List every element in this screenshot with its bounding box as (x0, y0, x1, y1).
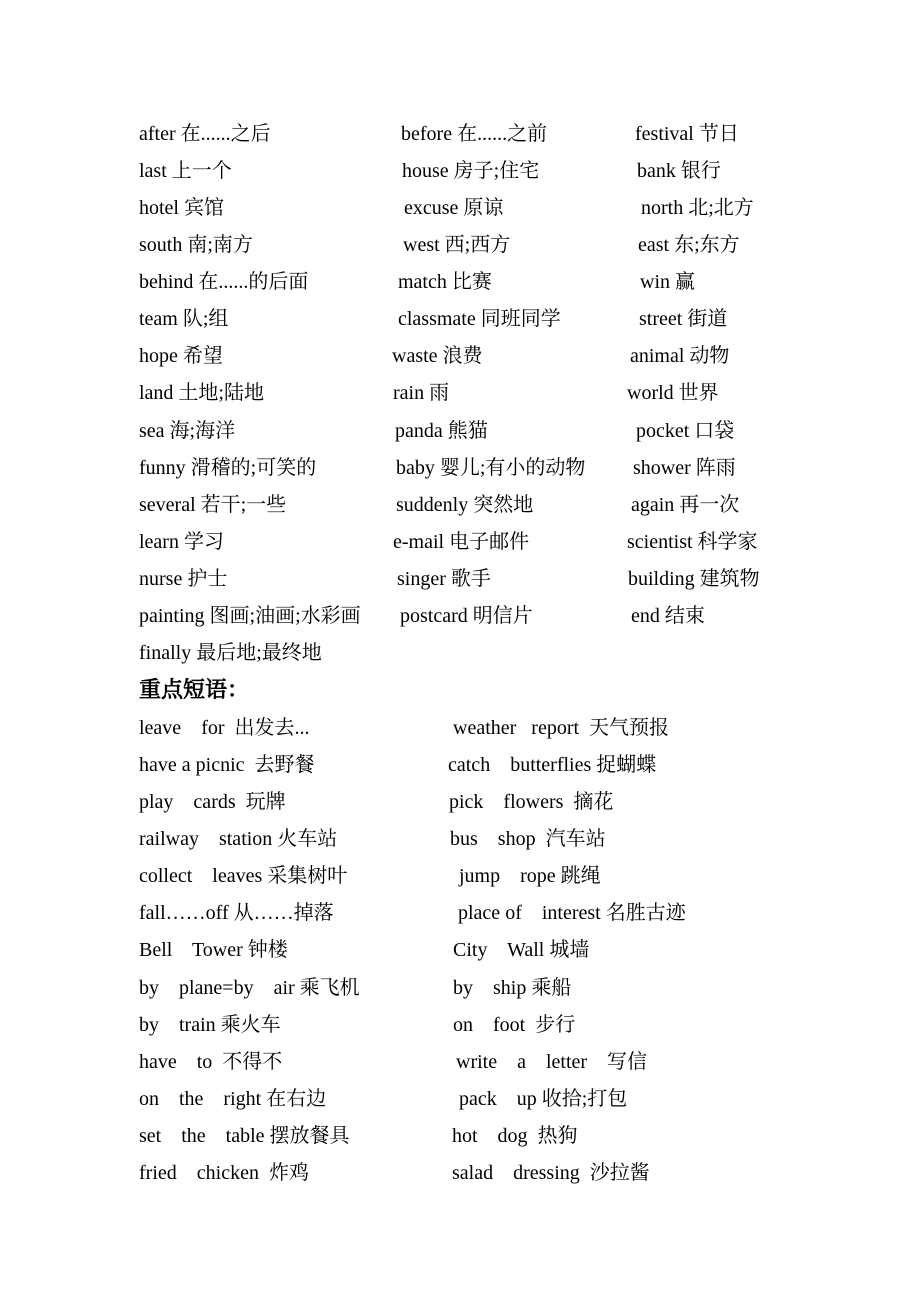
vocab-entry: singer 歌手 (397, 568, 491, 590)
phrase-entry: collect leaves 采集树叶 (139, 865, 348, 887)
vocab-entry: west 西;西方 (403, 234, 511, 256)
phrase-entry: Bell Tower 钟楼 (139, 939, 288, 961)
vocab-entry: finally 最后地;最终地 (139, 642, 322, 664)
phrase-entry: by plane=by air 乘飞机 (139, 977, 360, 999)
vocab-entry: match 比赛 (398, 271, 492, 293)
vocab-entry: festival 节日 (635, 123, 739, 145)
vocab-entry: win 赢 (640, 271, 695, 293)
phrase-entry: place of interest 名胜古迹 (458, 902, 686, 924)
phrase-entry: weather report 天气预报 (453, 717, 670, 739)
phrase-entry: fall……off 从……掉落 (139, 902, 334, 924)
vocab-entry: behind 在......的后面 (139, 271, 309, 293)
vocab-entry: north 北;北方 (641, 197, 754, 219)
vocab-entry: south 南;南方 (139, 234, 253, 256)
vocab-entry: funny 滑稽的;可笑的 (139, 457, 317, 479)
phrase-entry: on the right 在右边 (139, 1088, 327, 1110)
phrase-entry: on foot 步行 (453, 1014, 576, 1036)
vocab-entry: house 房子;住宅 (402, 160, 540, 182)
vocab-entry: after 在......之后 (139, 123, 271, 145)
vocab-entry: excuse 原谅 (404, 197, 504, 219)
vocab-entry: team 队;组 (139, 308, 229, 330)
phrase-entry: railway station 火车站 (139, 828, 338, 850)
phrase-entry: have to 不得不 (139, 1051, 283, 1073)
vocab-entry: learn 学习 (139, 531, 224, 553)
vocab-entry: e-mail 电子邮件 (393, 531, 530, 553)
vocab-entry: again 再一次 (631, 494, 740, 516)
vocab-entry: rain 雨 (393, 382, 450, 404)
phrase-entry: bus shop 汽车站 (450, 828, 606, 850)
phrase-entry: jump rope 跳绳 (459, 865, 601, 887)
vocab-entry: last 上一个 (139, 160, 232, 182)
phrase-entry: write a letter 写信 (456, 1051, 648, 1073)
vocab-entry: sea 海;海洋 (139, 420, 236, 442)
vocab-entry: scientist 科学家 (627, 531, 758, 553)
vocab-entry: bank 银行 (637, 160, 721, 182)
phrase-entry: salad dressing 沙拉酱 (452, 1162, 650, 1184)
vocab-entry: nurse 护士 (139, 568, 228, 590)
vocab-entry: several 若干;一些 (139, 494, 287, 516)
phrase-entry: by ship 乘船 (453, 977, 572, 999)
vocab-entry: painting 图画;油画;水彩画 (139, 605, 361, 627)
vocab-entry: waste 浪费 (392, 345, 483, 367)
phrase-entry: by train 乘火车 (139, 1014, 281, 1036)
vocab-entry: panda 熊猫 (395, 420, 488, 442)
phrase-entry: City Wall 城墙 (453, 939, 590, 961)
vocab-entry: baby 婴儿;有小的动物 (396, 457, 586, 479)
vocab-entry: building 建筑物 (628, 568, 760, 590)
vocab-entry: before 在......之前 (401, 123, 548, 145)
vocab-entry: postcard 明信片 (400, 605, 533, 627)
vocab-entry: east 东;东方 (638, 234, 740, 256)
vocab-entry: street 街道 (639, 308, 728, 330)
phrase-entry: pick flowers 摘花 (449, 791, 614, 813)
phrase-entry: play cards 玩牌 (139, 791, 286, 813)
phrase-entry: catch butterflies 捉蝴蝶 (448, 754, 657, 776)
phrase-entry: hot dog 热狗 (452, 1125, 578, 1147)
phrase-entry: set the table 摆放餐具 (139, 1125, 350, 1147)
phrase-entry: fried chicken 炸鸡 (139, 1162, 309, 1184)
vocab-entry: hope 希望 (139, 345, 223, 367)
vocab-entry: shower 阵雨 (633, 457, 736, 479)
vocab-entry: hotel 宾馆 (139, 197, 224, 219)
key-phrases-heading: 重点短语： (139, 678, 250, 703)
phrase-entry: pack up 收拾;打包 (459, 1088, 628, 1110)
vocab-entry: land 土地;陆地 (139, 382, 264, 404)
vocab-entry: world 世界 (627, 382, 719, 404)
vocab-entry: suddenly 突然地 (396, 494, 534, 516)
vocab-entry: pocket 口袋 (636, 420, 735, 442)
vocab-entry: end 结束 (631, 605, 705, 627)
vocab-entry: animal 动物 (630, 345, 730, 367)
vocab-entry: classmate 同班同学 (398, 308, 561, 330)
phrase-entry: have a picnic 去野餐 (139, 754, 315, 776)
phrase-entry: leave for 出发去... (139, 717, 310, 739)
